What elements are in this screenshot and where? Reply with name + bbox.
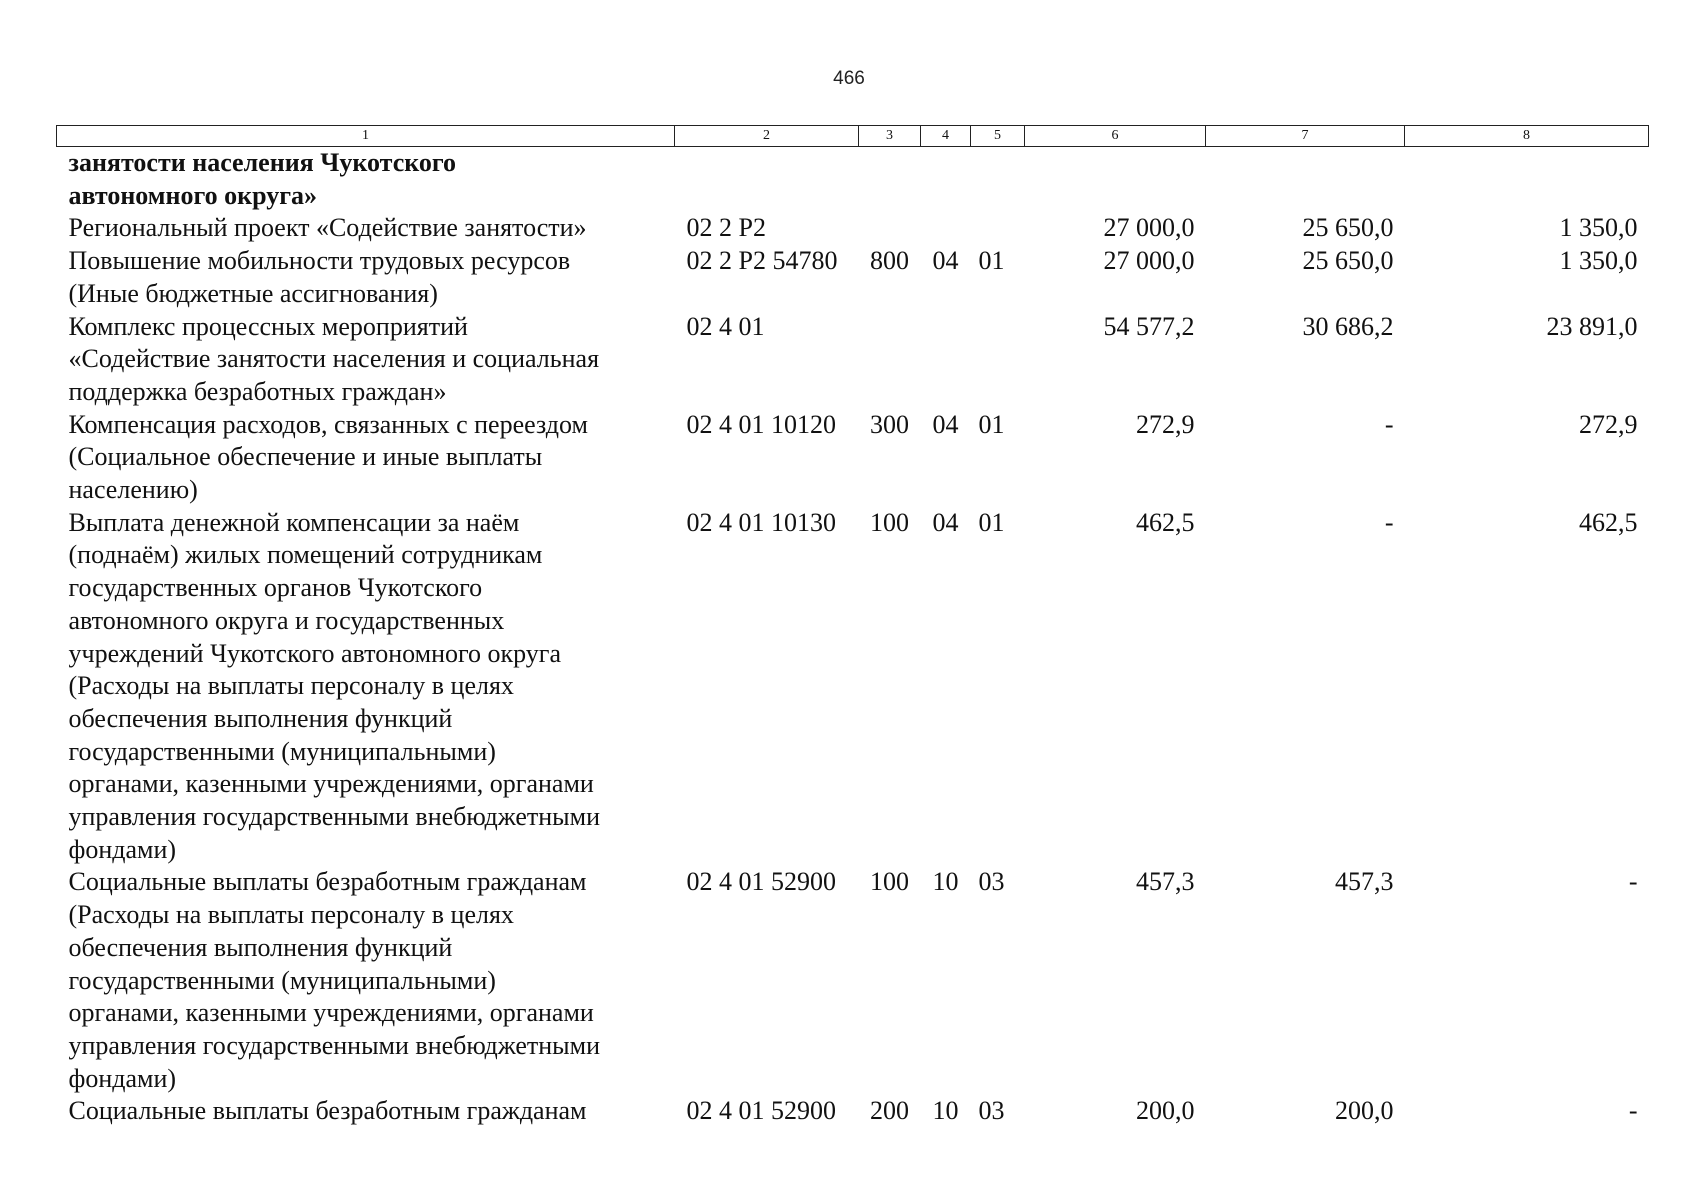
table-row xyxy=(57,1095,1649,1128)
regional-amount: 23 891,0 xyxy=(1546,311,1638,341)
row-name-line: «Содействие занятости населения и социальная xyxy=(68,344,600,374)
row-name-line: (Социальное обеспечение и иные выплаты xyxy=(68,442,543,472)
total-amount: 200,0 xyxy=(1136,1096,1195,1126)
expense-type-code xyxy=(859,212,921,245)
row-name xyxy=(57,311,675,409)
row-name-line: обеспечения выполнения функций xyxy=(68,932,453,962)
federal-amount: 25 650,0 xyxy=(1302,213,1394,243)
row-name-line: государственными (муниципальными) xyxy=(68,965,496,995)
column-header: 5 xyxy=(971,126,1025,147)
row-name-line: фондами) xyxy=(68,834,177,864)
row-name xyxy=(57,507,675,867)
row-name-line: (Расходы на выплаты персоналу в целях xyxy=(68,900,514,930)
program-code: 02 4 01 xyxy=(686,311,765,341)
row-name-line: занятости населения Чукотского xyxy=(68,148,457,177)
subsection-code: 01 xyxy=(978,507,1005,537)
row-name-line: поддержка безработных граждан» xyxy=(68,376,447,406)
subsection-code: 01 xyxy=(978,409,1005,439)
regional-amount: - xyxy=(1628,867,1638,897)
program-code xyxy=(675,147,859,213)
row-name-line: Выплата денежной компенсации за наём xyxy=(68,507,520,537)
subsection-code: 01 xyxy=(978,246,1005,276)
column-header: 4 xyxy=(921,126,971,147)
column-header: 8 xyxy=(1405,126,1649,147)
section-code: 10 xyxy=(932,867,959,897)
row-name-line: управления государственными внебюджетными xyxy=(68,1030,600,1060)
expense-type-code: 300 xyxy=(870,409,909,439)
table-row xyxy=(57,409,1649,507)
table-row xyxy=(57,212,1649,245)
regional-amount: 1 350,0 xyxy=(1559,213,1638,243)
table-row xyxy=(57,507,1649,867)
total-amount: 27 000,0 xyxy=(1103,213,1195,243)
row-name xyxy=(57,409,675,507)
row-name-line: обеспечения выполнения функций xyxy=(68,703,453,733)
program-code: 02 4 01 52900 xyxy=(686,1096,836,1126)
column-header: 3 xyxy=(859,126,921,147)
row-name-line: Социальные выплаты безработным гражданам xyxy=(68,867,587,897)
program-code: 02 4 01 10120 xyxy=(686,409,836,439)
regional-amount: 462,5 xyxy=(1579,507,1638,537)
program-code: 02 2 Р2 xyxy=(686,213,766,243)
section-code xyxy=(921,212,971,245)
subsection-code xyxy=(971,311,1025,409)
row-name-line: (поднаём) жилых помещений сотрудникам xyxy=(68,540,543,570)
section-code: 10 xyxy=(932,1096,959,1126)
row-name-line: Социальные выплаты безработным гражданам xyxy=(68,1096,587,1126)
section-code: 04 xyxy=(932,409,959,439)
row-name-line: органами, казенными учреждениями, органами xyxy=(68,998,594,1028)
subsection-code: 03 xyxy=(978,1096,1005,1126)
row-name-line: органами, казенными учреждениями, органами xyxy=(68,769,594,799)
column-header: 2 xyxy=(675,126,859,147)
regional-amount: 272,9 xyxy=(1579,409,1638,439)
federal-amount xyxy=(1206,147,1405,213)
federal-amount: 200,0 xyxy=(1335,1096,1394,1126)
column-number-header xyxy=(57,126,1649,147)
table-row xyxy=(57,311,1649,409)
total-amount: 272,9 xyxy=(1136,409,1195,439)
expense-type-code xyxy=(859,147,921,213)
row-name-line: Компенсация расходов, связанных с переездом xyxy=(68,409,588,439)
row-name-line: государственных органов Чукотского xyxy=(68,573,483,603)
subsection-code xyxy=(971,212,1025,245)
expense-type-code: 100 xyxy=(870,507,909,537)
program-code: 02 4 01 52900 xyxy=(686,867,836,897)
column-header: 1 xyxy=(57,126,675,147)
row-name-line: Повышение мобильности трудовых ресурсов xyxy=(68,246,571,276)
column-header: 7 xyxy=(1206,126,1405,147)
table-row xyxy=(57,866,1649,1095)
row-name-line: фондами) xyxy=(68,1063,177,1093)
federal-amount: - xyxy=(1384,409,1394,439)
column-header: 6 xyxy=(1025,126,1206,147)
section-code: 04 xyxy=(932,246,959,276)
table-body xyxy=(57,147,1649,1129)
federal-amount: - xyxy=(1384,507,1394,537)
row-name-line: государственными (муниципальными) xyxy=(68,736,496,766)
row-name-line: Комплекс процессных мероприятий xyxy=(68,311,468,341)
page-number: 466 xyxy=(833,68,865,89)
row-name xyxy=(57,147,675,213)
program-code: 02 2 Р2 54780 xyxy=(686,246,838,276)
budget-table xyxy=(56,125,1649,1128)
section-code xyxy=(921,311,971,409)
total-amount: 462,5 xyxy=(1136,507,1195,537)
table-row xyxy=(57,147,1649,213)
federal-amount: 25 650,0 xyxy=(1302,246,1394,276)
row-name-line: Региональный проект «Содействие занятости» xyxy=(68,213,587,243)
row-name xyxy=(57,212,675,245)
total-amount: 457,3 xyxy=(1136,867,1195,897)
federal-amount: 457,3 xyxy=(1335,867,1394,897)
total-amount: 54 577,2 xyxy=(1103,311,1195,341)
row-name-line: населению) xyxy=(68,475,198,505)
federal-amount: 30 686,2 xyxy=(1302,311,1394,341)
total-amount xyxy=(1025,147,1206,213)
expense-type-code xyxy=(859,311,921,409)
expense-type-code: 100 xyxy=(870,867,909,897)
row-name xyxy=(57,866,675,1095)
row-name-line: управления государственными внебюджетными xyxy=(68,802,600,832)
table-row xyxy=(57,245,1649,310)
total-amount: 27 000,0 xyxy=(1103,246,1195,276)
program-code: 02 4 01 10130 xyxy=(686,507,836,537)
row-name-line: автономного округа» xyxy=(68,180,318,210)
row-name-line: автономного округа и государственных xyxy=(68,605,505,635)
section-code xyxy=(921,147,971,213)
expense-type-code: 800 xyxy=(870,246,909,276)
regional-amount xyxy=(1405,147,1649,213)
row-name-line: учреждений Чукотского автономного округа xyxy=(68,638,561,668)
regional-amount: 1 350,0 xyxy=(1559,246,1638,276)
row-name-line: (Расходы на выплаты персоналу в целях xyxy=(68,671,514,701)
expense-type-code: 200 xyxy=(870,1096,909,1126)
row-name xyxy=(57,245,675,310)
regional-amount: - xyxy=(1628,1096,1638,1126)
row-name-line: (Иные бюджетные ассигнования) xyxy=(68,278,438,308)
row-name xyxy=(57,1095,675,1128)
section-code: 04 xyxy=(932,507,959,537)
subsection-code: 03 xyxy=(978,867,1005,897)
subsection-code xyxy=(971,147,1025,213)
